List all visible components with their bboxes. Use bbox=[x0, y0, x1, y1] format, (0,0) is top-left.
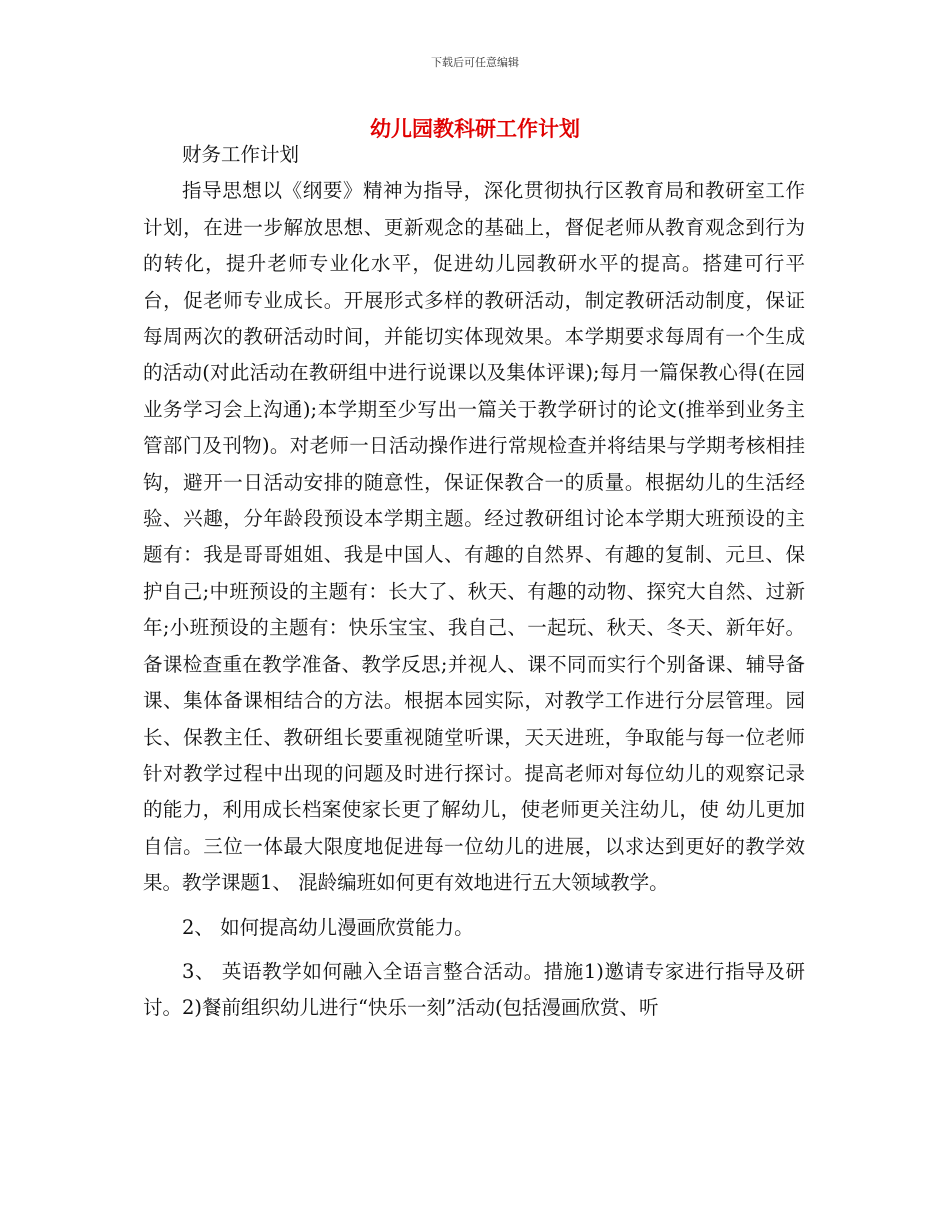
header-note: 下载后可任意编辑 bbox=[431, 56, 519, 69]
document-title: 幼儿园教科研工作计划 bbox=[370, 117, 580, 141]
paragraph-topic-2: 2、 如何提高幼儿漫画欣赏能力。 bbox=[182, 915, 474, 939]
paragraph-topic-3: 3、 英语教学如何融入全语言整合活动。措施1)邀请专家进行指导及研讨。2)餐前组织幼儿进行“快乐一刻”活动(包括漫画欣赏、听 bbox=[143, 959, 805, 1020]
document-body bbox=[143, 137, 805, 1027]
paragraph-subtitle: 财务工作计划 bbox=[182, 143, 300, 166]
paragraph-main: 指导思想以《纲要》精神为指导，深化贯彻执行区教育局和教研室工作计划，在进一步解放思想、更新观念的基础上，督促老师从教育观念到行为的转化，提升老师专业化水平，促进幼儿园教研水平的提高。搭建可行平台，促老师专业成长。开展形式多样的教研活动，制定教研活动制度，保证每周两次的教研活动时间，并能切实体现效果。本学期要求每周有一个生成的活动(对此活动在教研组中进行说课以及集体评课);每月一篇保教心得(在园业务学习会上沟通);本学期至少写出一篇关于教学研讨的论文(推举到业务主管部门及刊物)。对老师一日活动操作进行常规检查并将结果与学期考核相挂钩，避开一日活动安排的随意性，保证保教合一的质量。根据幼儿的生活经验、兴趣，分年龄段预设本学期主题。经过教研组讨论本学期大班预设的主题有：我是哥哥姐姐、我是中国人、有趣的自然界、有趣的复制、元旦、保护自己;中班预设的主题有：长大了、秋天、有趣的动物、探究大自然、过新年;小班预设的主题有：快乐宝宝、我自己、一起玩、秋天、冬天、新年好。备课检查重在教学准备、教学反思;并视人、课不同而实行个别备课、辅导备课、集体备课相结合的方法。根据本园实际，对教学工作进行分层管理。园长、保教主任、教研组长要重视随堂听课，天天进班，争取能与每一位老师针对教学过程中出现的问题及时进行探讨。提高老师对每位幼儿的观察记录的能力，利用成长档案使家长更了解幼儿，使老师更关注幼儿，使 幼儿更加自信。三位一体最大限度地促进每一位幼儿的进展，以求达到更好的教学效果。教学课题1、 混龄编班如何更有效地进行五大领域教学。 bbox=[143, 179, 805, 895]
